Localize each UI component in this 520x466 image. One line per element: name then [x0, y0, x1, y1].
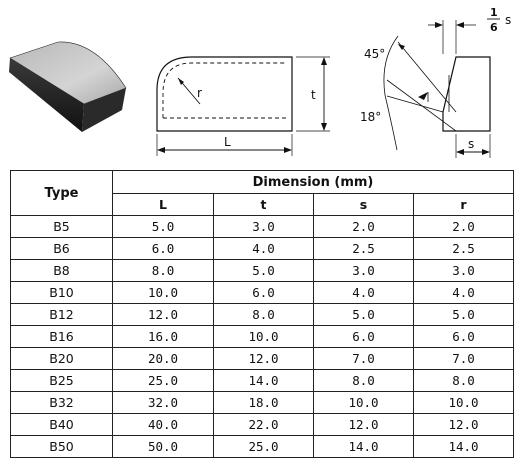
label-s: s — [468, 137, 475, 151]
cell-s: 14.0 — [314, 436, 414, 458]
fraction-denominator: 6 — [490, 21, 498, 34]
table-row — [11, 304, 514, 326]
type-cell: B25 — [11, 370, 113, 392]
cell-s: 12.0 — [314, 414, 414, 436]
type-cell: B32 — [11, 392, 113, 414]
type-cell: B5 — [11, 216, 113, 238]
cell-s: 4.0 — [314, 282, 414, 304]
cell-t: 25.0 — [214, 436, 314, 458]
label-r: r — [197, 86, 202, 100]
table-row — [11, 414, 514, 436]
technical-drawing — [0, 0, 520, 162]
cell-L: 25.0 — [113, 370, 214, 392]
cell-L: 32.0 — [113, 392, 214, 414]
cell-t: 6.0 — [214, 282, 314, 304]
type-cell: B12 — [11, 304, 113, 326]
cell-r: 3.0 — [414, 260, 514, 282]
label-angle-45: 45° — [364, 47, 386, 61]
cell-r: 10.0 — [414, 392, 514, 414]
cell-s: 3.0 — [314, 260, 414, 282]
type-cell: B16 — [11, 326, 113, 348]
type-cell: B50 — [11, 436, 113, 458]
fraction-1-6-s — [487, 6, 511, 34]
cell-L: 6.0 — [113, 238, 214, 260]
cell-r: 7.0 — [414, 348, 514, 370]
dimension-table — [10, 170, 514, 458]
dimension-header: Dimension (mm) — [113, 171, 514, 194]
cell-s: 2.0 — [314, 216, 414, 238]
column-header-r: r — [414, 194, 514, 216]
table-row — [11, 216, 514, 238]
cell-t: 5.0 — [214, 260, 314, 282]
cell-r: 2.5 — [414, 238, 514, 260]
type-cell: B40 — [11, 414, 113, 436]
cell-r: 2.0 — [414, 216, 514, 238]
cell-r: 4.0 — [414, 282, 514, 304]
table-row — [11, 260, 514, 282]
cell-r: 6.0 — [414, 326, 514, 348]
cell-r: 8.0 — [414, 370, 514, 392]
cell-t: 10.0 — [214, 326, 314, 348]
cell-L: 12.0 — [113, 304, 214, 326]
cell-L: 16.0 — [113, 326, 214, 348]
table-row — [11, 282, 514, 304]
cell-t: 8.0 — [214, 304, 314, 326]
label-L: L — [224, 135, 231, 149]
table-body — [11, 216, 514, 458]
column-header-s: s — [314, 194, 414, 216]
type-cell: B10 — [11, 282, 113, 304]
cell-r: 14.0 — [414, 436, 514, 458]
fraction-s: s — [505, 13, 512, 27]
label-angle-18: 18° — [360, 110, 382, 124]
cell-s: 6.0 — [314, 326, 414, 348]
type-cell: B20 — [11, 348, 113, 370]
cell-s: 2.5 — [314, 238, 414, 260]
cell-L: 8.0 — [113, 260, 214, 282]
table-row — [11, 326, 514, 348]
fraction-numerator: 1 — [490, 6, 498, 19]
cell-r: 5.0 — [414, 304, 514, 326]
cell-t: 14.0 — [214, 370, 314, 392]
cell-t: 4.0 — [214, 238, 314, 260]
table-row — [11, 392, 514, 414]
table-row — [11, 436, 514, 458]
table-row — [11, 348, 514, 370]
cell-s: 8.0 — [314, 370, 414, 392]
cell-t: 18.0 — [214, 392, 314, 414]
cell-s: 5.0 — [314, 304, 414, 326]
cell-L: 10.0 — [113, 282, 214, 304]
cell-r: 12.0 — [414, 414, 514, 436]
cell-s: 7.0 — [314, 348, 414, 370]
type-cell: B8 — [11, 260, 113, 282]
cell-t: 3.0 — [214, 216, 314, 238]
type-cell: B6 — [11, 238, 113, 260]
top-view-drawing — [157, 57, 330, 156]
table-row — [11, 370, 514, 392]
label-t: t — [311, 88, 316, 102]
cell-L: 40.0 — [113, 414, 214, 436]
cell-L: 5.0 — [113, 216, 214, 238]
cell-t: 12.0 — [214, 348, 314, 370]
table-row — [11, 238, 514, 260]
cell-t: 22.0 — [214, 414, 314, 436]
cell-L: 50.0 — [113, 436, 214, 458]
type-header: Type — [11, 171, 113, 216]
cell-L: 20.0 — [113, 348, 214, 370]
column-header-L: L — [113, 194, 214, 216]
column-header-t: t — [214, 194, 314, 216]
cell-s: 10.0 — [314, 392, 414, 414]
tip-3d-render — [9, 42, 126, 132]
table-header — [11, 171, 514, 216]
